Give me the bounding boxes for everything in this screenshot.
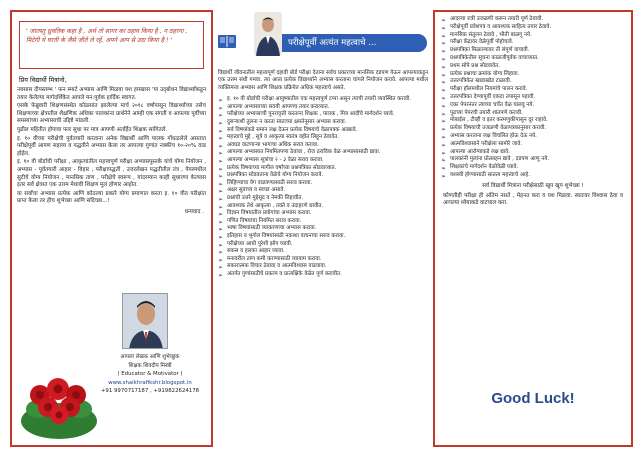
right-tip-item bbox=[441, 133, 625, 140]
bullet-icon: ➢ bbox=[218, 142, 224, 150]
middle-tip-item bbox=[218, 271, 428, 278]
bullet-icon: ➢ bbox=[218, 180, 224, 188]
bullet-icon: ➢ bbox=[218, 195, 224, 203]
middle-tip-item-text: प्रश्नांची उत्तरे मुद्देसूद व नेमकी लिहावीत. bbox=[227, 194, 304, 201]
bullet-icon: ➢ bbox=[441, 141, 447, 149]
bullet-icon: ➢ bbox=[441, 126, 447, 134]
right-tip-item-text: प्रश्नपत्रिकेतील सूचना काळजीपूर्वक वाचाव्यात. bbox=[450, 54, 539, 61]
author-photo bbox=[122, 293, 168, 349]
intro-paragraph-1: नवसास दीपस्तम्भ ' फन स्मार्ट अभ्यास आणि मिळवा यश हमखास 'या उद्‌बोधन विद्यार्थ्यांकडून तयार केलेल्या मार्गदर्शिकेत आपले मन:पूर्वक हार्दिक स्वागत. bbox=[17, 87, 206, 101]
bullet-icon: ➢ bbox=[441, 172, 447, 180]
quote-text: ' जातस्तु ध्रुवतिक कहा है , अर्थ तो सागर का ठहाव किया है , न ठहरना , मिटेगी ये घरती के जैसे जीते ले रहें, अपने आप से उदा किया है ! ' bbox=[26, 28, 188, 44]
middle-tip-item-text: अक्षर सुवाच्य व स्वच्छ असावे. bbox=[227, 187, 286, 194]
bullet-icon: ➢ bbox=[441, 32, 447, 40]
middle-tip-item-text: सकारात्मक विचार ठेवावा व आत्मविश्वास वाढवावा. bbox=[227, 263, 327, 270]
salutation: प्रिय विद्यार्थी मित्रांनो, bbox=[19, 76, 67, 84]
middle-tip-item bbox=[218, 180, 428, 187]
right-tip-item-text: परीक्षा हॉलमधील नियमांचे पालन करावे. bbox=[450, 86, 528, 93]
right-tip-item bbox=[441, 110, 625, 117]
middle-tip-item-text: आवश्यक तेथे आकृत्या , तक्ते व उदाहरणे द्यावीत. bbox=[227, 202, 324, 209]
book-icon bbox=[216, 30, 238, 52]
right-tip-item bbox=[441, 156, 625, 163]
right-tip-item-text: पुढच्या पेपरची तयारी शांतपणे करावी. bbox=[450, 109, 523, 116]
middle-tip-item bbox=[218, 119, 428, 126]
right-tip-item-text: आत्मविश्वासाने परीक्षेला सामोरे जावे. bbox=[450, 140, 523, 147]
right-tip-item bbox=[441, 117, 625, 124]
right-tip-item bbox=[441, 55, 625, 62]
middle-tip-item-text: सर्व विषयांकडे समान लक्ष देऊन प्रत्येक विषयाचे वेळापत्रक आखावे. bbox=[227, 126, 358, 133]
middle-tip-item bbox=[218, 104, 428, 111]
right-tip-item bbox=[441, 86, 625, 93]
right-tip-item bbox=[441, 47, 625, 54]
bullet-icon: ➢ bbox=[218, 256, 224, 264]
middle-tip-item-text: मनावरील ताण कमी करण्यासाठी व्यायाम करावा. bbox=[227, 255, 322, 262]
bullet-icon: ➢ bbox=[441, 157, 447, 165]
middle-tip-item bbox=[218, 142, 428, 149]
bullet-icon: ➢ bbox=[441, 149, 447, 157]
bullet-icon: ➢ bbox=[218, 233, 224, 241]
intro-paragraph-4: इ. १० वीच्या परीक्षेची पूर्वतयारी करताना अनेक विद्यार्थी आणि पालक गोंधळलेले असतात परीक्षेपूर्वी आपण सहाय्य व पद्धतीने अभ्यास केला तर आपल्या गुणांत नक्कीच १०-२०% वाढ होईल. bbox=[17, 135, 206, 157]
middle-tip-item bbox=[218, 195, 428, 202]
bullet-icon: ➢ bbox=[218, 173, 224, 181]
middle-tip-item-text: आपल्या अभ्यास सूत्रांचा २ - ३ वेळा सराव करावा. bbox=[227, 156, 324, 163]
good-luck-text: Good Luck! bbox=[491, 390, 575, 407]
middle-tip-item bbox=[218, 165, 428, 172]
middle-tip-item bbox=[218, 210, 428, 217]
signature-line-1: आपला लेखक आणि शुभेच्छुक bbox=[120, 354, 180, 360]
right-tip-item-text: यशस्वी होण्यासाठी सातत्य महत्त्वाचे आहे. bbox=[450, 171, 530, 178]
right-tip-item bbox=[441, 24, 625, 31]
bullet-icon: ➢ bbox=[441, 102, 447, 110]
middle-tip-item-text: प्रत्येक विषयाच्या मागील वर्षांच्या प्रश्नपत्रिका सोडवाव्यात. bbox=[227, 164, 337, 171]
bullet-icon: ➢ bbox=[218, 165, 224, 173]
middle-header bbox=[216, 10, 430, 68]
right-tip-item-text: आदल्या रात्री उजळणी करून तयारी पूर्ण ठेवावी. bbox=[450, 16, 544, 22]
middle-tip-item bbox=[218, 256, 428, 263]
middle-tip-item-text: अंतर्गत गुणांसाठीचे प्रकल्प व प्रात्यक्षिके वेळेत पूर्ण करावीत. bbox=[227, 270, 342, 277]
signature-block bbox=[90, 353, 210, 396]
middle-tip-item bbox=[218, 233, 428, 240]
bullet-icon: ➢ bbox=[218, 135, 224, 143]
right-tip-item bbox=[441, 78, 625, 85]
middle-tip-item bbox=[218, 248, 428, 255]
closing-message: कोणतीही परीक्षा ही अंतिम नसते , मेहनत करा व यश मिळवा. स्वतःवर विश्वास ठेवा व आपल्या ध्येयाकडे वाटचाल करा. bbox=[443, 192, 623, 207]
presenter-portrait bbox=[254, 12, 282, 56]
bullet-icon: ➢ bbox=[218, 203, 224, 211]
middle-tip-item-text: परीक्षेच्या अभ्यासाची पुनरावृत्ती करताना शिक्षक , पालक , मित्र आदींचे मार्गदर्शन घ्यावे. bbox=[227, 111, 395, 118]
thanks-text: धन्यवाद . bbox=[184, 208, 204, 215]
bullet-icon: ➢ bbox=[218, 157, 224, 165]
rose-bouquet-image bbox=[18, 349, 100, 441]
right-tip-item bbox=[441, 141, 625, 148]
bullet-icon: ➢ bbox=[218, 127, 224, 135]
bullet-icon: ➢ bbox=[441, 118, 447, 126]
middle-tip-item-text: सकस व हलका आहार घ्यावा. bbox=[227, 248, 285, 255]
bullet-icon: ➢ bbox=[441, 55, 447, 63]
middle-tip-item bbox=[218, 172, 428, 179]
right-tip-item bbox=[441, 71, 625, 78]
middle-tip-item bbox=[218, 225, 428, 232]
right-tip-item bbox=[441, 102, 625, 109]
right-panel bbox=[433, 10, 633, 447]
right-tip-item bbox=[441, 16, 625, 23]
middle-tip-item bbox=[218, 96, 428, 103]
middle-tip-item-text: प्रश्नपत्रिका सोडवताना वेळेचे योग्य नियोजन करावे. bbox=[227, 172, 324, 179]
signature-role: ( Educator & Motivator ) bbox=[117, 371, 183, 378]
right-tip-item-text: शिक्षकांचे मार्गदर्शन वेळोवेळी घ्यावे. bbox=[450, 164, 519, 171]
bullet-icon: ➢ bbox=[441, 110, 447, 118]
bullet-icon: ➢ bbox=[218, 104, 224, 112]
middle-tip-item-text: आपल्या अभ्यासाच्या सवयी आपणच तयार कराव्यात. bbox=[227, 103, 330, 110]
middle-tip-item-text: दुसऱ्याशी तुलना न करता स्वतःच्या क्षमतेनुसार अभ्यास करावा. bbox=[227, 119, 347, 125]
phone-numbers: +91 9970717187 , +919822624178 bbox=[100, 388, 200, 395]
middle-tip-item bbox=[218, 127, 428, 134]
middle-tip-item-text: महत्त्वाचे मुद्दे , सूत्रे व आकृत्या स्वतंत्र वहीत लिहून ठेवावेत. bbox=[227, 134, 339, 141]
right-tip-item-text: परीक्षा केंद्रावर वेळेपूर्वी पोहोचावे. bbox=[450, 39, 514, 46]
tips-list-middle bbox=[216, 96, 430, 278]
left-panel bbox=[10, 10, 213, 447]
middle-tip-item-text: गणित विषयाचा नियमित सराव करावा. bbox=[227, 217, 302, 224]
bullet-icon: ➢ bbox=[218, 271, 224, 279]
bullet-icon: ➢ bbox=[441, 165, 447, 173]
middle-tip-item-text: आपल्या अभ्यासात नियमितपणा ठेवावा , रोज ठराविक वेळ अभ्यासासाठी द्यावा. bbox=[227, 149, 381, 156]
right-tip-item-text: उत्तरपत्रिका देण्यापूर्वी एकदा तपासून पहावी. bbox=[450, 93, 536, 100]
middle-tip-item bbox=[218, 263, 428, 270]
bullet-icon: ➢ bbox=[218, 241, 224, 249]
tips-list-right bbox=[435, 12, 631, 179]
right-tip-item bbox=[441, 172, 625, 179]
middle-tip-item-text: अवघड वाटणाऱ्या भागाचा अधिक सराव करावा. bbox=[227, 141, 319, 148]
middle-tip-item-text: विज्ञान विषयातील प्रयोगांचा अभ्यास करावा. bbox=[227, 210, 312, 217]
middle-tip-item bbox=[218, 134, 428, 141]
middle-tip-item bbox=[218, 111, 428, 118]
blog-link[interactable]: www.shaikhrafikshr.blogspot.in bbox=[108, 379, 192, 386]
right-tip-item-text: प्रश्नपत्रिका मिळाल्यावर ती संपूर्ण वाचावी. bbox=[450, 47, 530, 54]
middle-tip-item bbox=[218, 203, 428, 210]
signature-area bbox=[18, 289, 205, 441]
middle-tip-item-text: परीक्षेच्या आधी पुरेशी झोप घ्यावी. bbox=[227, 240, 293, 247]
bullet-icon: ➢ bbox=[441, 79, 447, 87]
intro-paragraph-6: या सर्वांचा अभ्यास प्रत्येक आणि कोठल्या प्रकारे योग्य प्रमाणात करता इ. १० वीत परीक्षांत प्राप्त केला तर हीच शुभेच्छा आणि सदिच्छा...! bbox=[17, 190, 206, 205]
bullet-icon: ➢ bbox=[441, 40, 447, 48]
right-tip-item bbox=[441, 39, 625, 46]
bullet-icon: ➢ bbox=[218, 211, 224, 219]
right-tip-item-text: उत्तरपत्रिकेत खाडाखोड टाळावी. bbox=[450, 78, 512, 85]
bullet-icon: ➢ bbox=[218, 112, 224, 120]
bullet-icon: ➢ bbox=[441, 63, 447, 71]
bullet-icon: ➢ bbox=[218, 264, 224, 272]
right-tip-item bbox=[441, 149, 625, 156]
right-tip-item-text: प्रत्येक प्रश्नाचा क्रमांक योग्य लिहावा. bbox=[450, 70, 520, 77]
bullet-icon: ➢ bbox=[218, 218, 224, 226]
bullet-icon: ➢ bbox=[441, 17, 447, 24]
middle-panel bbox=[216, 10, 430, 447]
right-tip-item bbox=[441, 63, 625, 70]
right-tip-item-text: प्रथम सोपे प्रश्न सोडवावेत. bbox=[450, 62, 500, 69]
intro-paragraph-2: एसके फेब्रुवारी शिक्षणसंस्थेत कोळसांत झालेल्या मार्च २०१८ वर्षापासून विद्यार्थ्यांच्या तसेच शिक्षणाच्या क्षेत्रातील शैक्षणिक अधिका पालकांना प्रार्थनेने आम्ही एक संगती व आपल्या पूर्वीच्या समस्यांच्या अभ्यासाची उद्दिष्टे मांडली. bbox=[17, 103, 206, 125]
bullet-icon: ➢ bbox=[218, 249, 224, 257]
bullet-icon: ➢ bbox=[441, 94, 447, 102]
middle-tip-item-text: इतिहास व भूगोल विषयांसाठी नकाशा वाचनाचा सराव करावा. bbox=[227, 232, 346, 239]
bullet-icon: ➢ bbox=[218, 97, 224, 105]
bullet-icon: ➢ bbox=[441, 48, 447, 56]
right-tip-item bbox=[441, 94, 625, 101]
bullet-icon: ➢ bbox=[218, 120, 224, 127]
bullet-icon: ➢ bbox=[441, 24, 447, 32]
signature-line-2: शिक्षक शिवदीप मिस्त्री bbox=[128, 362, 172, 369]
middle-tip-item bbox=[218, 149, 428, 156]
right-tip-item bbox=[441, 125, 625, 132]
right-tip-item bbox=[441, 32, 625, 39]
right-tip-item-text: परीक्षेपूर्वी प्रवेशपत्र व आवश्यक साहित्य तयार ठेवावे. bbox=[450, 23, 552, 30]
middle-tip-item bbox=[218, 157, 428, 164]
bullet-icon: ➢ bbox=[218, 150, 224, 158]
middle-tip-item-text: भाषा विषयांसाठी व्याकरणाचा अभ्यास करावा. bbox=[227, 225, 317, 232]
middle-intro: विद्यार्थी जीवनातील महत्त्वपूर्ण दहावी बोर्ड परीक्षा देताना सर्वच प्रकारच्या मानसिक दडपण येऊन आपल्याकडून एक उत्तम संधी गमवा. त्या आता प्रत्येक विद्यार्थ्याने अभ्यास करताना चांगले नियोजन करावे. आपल्या मधील व्यक्तिमत्त्व अभ्यास आणि शिक्षक प्रक्रियेत अधिक महत्त्वाचे असते. bbox=[218, 70, 428, 91]
quote-box bbox=[19, 21, 204, 69]
right-tip-item-text: आपल्या आरोग्याकडे लक्ष द्यावे. bbox=[450, 148, 510, 155]
right-tip-item-text: प्रत्येक विषयाची उजळणी वेळापत्रकानुसार करावी. bbox=[450, 125, 547, 132]
bullet-icon: ➢ bbox=[441, 133, 447, 141]
bullet-icon: ➢ bbox=[441, 71, 447, 79]
bullet-icon: ➢ bbox=[441, 87, 447, 95]
closing-wishes: सर्व विद्यार्थी मित्रांना परीक्षेसाठी खूप खूप शुभेच्छा ! bbox=[482, 183, 584, 190]
section-title: परीक्षेपूर्वी अत्यंत महत्वाचे ... bbox=[282, 34, 427, 52]
intro-paragraph-3: पुढील महितीत होपावा फार सुधा पर मात्र आपणी अंतर्हित शिक्षक सांगितले. bbox=[17, 126, 168, 133]
middle-tip-item bbox=[218, 241, 428, 248]
bullet-icon: ➢ bbox=[218, 226, 224, 234]
middle-tip-item-text: इ. १० वी बोर्डाची परीक्षा आयुष्यातील एक महत्त्वपूर्ण टप्पा असून त्याची तयारी व्यवस्थित करावी. bbox=[227, 96, 411, 103]
middle-tip-item bbox=[218, 187, 428, 194]
middle-tip-item bbox=[218, 218, 428, 225]
right-tip-item-text: मोबाईल , टीव्ही व इतर करमणुकीपासून दूर राहावे. bbox=[450, 117, 548, 124]
middle-tip-item-text: लिहिण्याचा वेग वाढवण्यासाठी सराव करावा. bbox=[227, 179, 313, 186]
intro-paragraph-5: इ. १० वी बोर्डाची परीक्षा , आकृत्यांतील महत्त्वपूर्ण परीक्षा अभ्यासपुस्तके यांचे योग्य नियोजन , अभ्यास - पूर्वतयारी आहार - विहार , परीक्षापद्धती , उत्तरलेखन पद्धतीतील तंत्र , पेपरमधील सुटीचे योग्य नियोजन , मानसिक ताण , परीक्षेचे स्वरूप , यांदरम्यान काही सुधारणा केल्यास इतर सर्व क्षेत्रात एक उत्तम मेधावी शिक्षण मुलं होणार आहोत. bbox=[17, 159, 206, 189]
right-tip-item-text: एका पेपरनंतर त्याच्या चर्चेत वेळ घालवू नये. bbox=[450, 101, 535, 108]
right-tip-item-text: मानसिक संतुलन ठेवावे , भीती बाळगू नये. bbox=[450, 31, 532, 38]
right-tip-item bbox=[441, 164, 625, 171]
bullet-icon: ➢ bbox=[218, 188, 224, 196]
right-tip-item-text: पालकांनी मुलांना प्रोत्साहन द्यावे , दडपण आणू नये. bbox=[450, 156, 550, 163]
right-tip-item-text: अभ्यास करताना लक्ष विचलित होऊ देऊ नये. bbox=[450, 132, 537, 139]
